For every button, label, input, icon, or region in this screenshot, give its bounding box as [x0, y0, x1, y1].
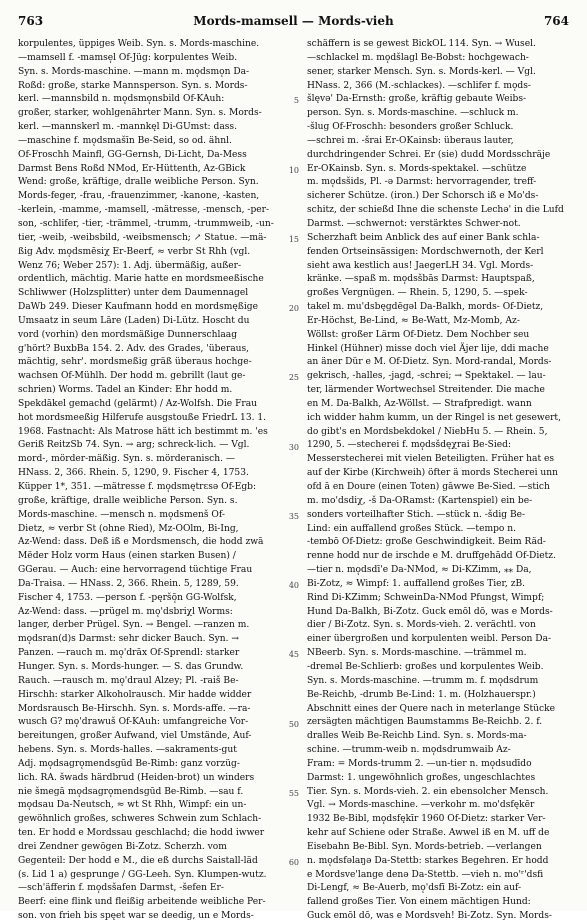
- text-line: Guck emōl dō, was e Mordsveh! Bi-Zotz. Syn. Mords-: [307, 911, 552, 922]
- text-line: son, -schlifer, -tier, -trämmel, -trumm, -trummweib, -un-: [18, 218, 274, 229]
- text-line: Be-Reichb, -drumb Be-Lind: 1. m. (Holzhauerspr.): [307, 689, 536, 700]
- text-line: renne hodd nur de irschde e M. druffgehādd Of-Dietz.: [307, 551, 556, 562]
- text-line: Vgl. → Mords-maschine. —verkohr m. mo'dsfękēr: [307, 800, 535, 811]
- text-line: sicherer Schütze. (iron.) Der Schorsch iß e Mo'ds-: [307, 191, 539, 202]
- text-line: do gibt's en Mordsbekdokel / NiebHu 5. — Rhein. 5,: [307, 426, 548, 437]
- text-line: 1932 Be-Bibl, mo̜dsfękīr 1960 Of-Dietz: starker Ver-: [307, 814, 546, 825]
- line-number: 50: [288, 719, 299, 729]
- text-line: Mords-maschine. —mensch n. mo̜dsmenš Of-: [18, 509, 225, 520]
- text-line: NBeerb. Syn. s. Mords-maschine. —trämmel m.: [307, 648, 527, 659]
- line-number: 10: [288, 165, 299, 175]
- text-line: Fischer 4, 1753. —person f. -pęršō̜n GG-Wolfsk,: [18, 592, 237, 603]
- text-line: Tier. Syn. s. Mords-vieh. 2. ein ebensolcher Mensch.: [307, 786, 549, 797]
- text-line: drei Zendner gewōgen Bi-Zotz. Scherzh. vom: [18, 841, 227, 852]
- line-number: 25: [288, 373, 299, 383]
- text-line: schine. —trumm-weib n. mo̜dsdrumwaib Az-: [307, 745, 511, 756]
- text-line: Abschnitt eines der Quere nach in meterlange Stücke: [307, 703, 555, 714]
- line-number: 5: [293, 96, 299, 106]
- right-page-number: 764: [543, 14, 569, 28]
- text-line: durchdringender Schrei. Er (sie) dudd Mordsschräje: [307, 149, 551, 160]
- text-line: 1968. Fastnacht: Als Matrose hätt ich bestimmt m. 'es: [18, 426, 268, 437]
- text-line: an äner Dür e M. Of-Dietz. Syn. Mord-randal, Mords-: [307, 357, 552, 368]
- text-line: —schlackel m. mo̜dšlagl Be-Bobst: hochgewach-: [307, 52, 529, 63]
- text-line: (s. Lid 1 a) gesprunge / GG-Leeh. Syn. Klumpen-wutz.: [18, 869, 267, 880]
- text-line: sieht awa kestlich aus! JaegerLH 34. Vgl. Mords-: [307, 260, 534, 271]
- text-line: GGerau. — Auch: eine hervorragend tüchtige Frau: [18, 565, 253, 576]
- text-line: Di-Lengf, ≈ Be-Auerb, mo̜'dsfī Bi-Zotz: ein auf-: [307, 883, 522, 894]
- text-line: —tier n. mo̜dsdī'e Da-NMod, ≈ Di-KZimm, ⁎⁎ Da,: [307, 565, 532, 576]
- text-line: 1290, 5. —stecherei f. mo̜dsšdęχrai Be-Sied:: [307, 440, 512, 451]
- line-number: 55: [288, 788, 299, 798]
- text-line: kerl. —mannskerl m. -mannkęl Di-GUmst: dass.: [18, 122, 237, 133]
- text-line: Bi-Zotz, ≈ Wimpf: 1. auffallend großes Tier, zB.: [307, 578, 526, 589]
- text-line: Hund Da-Balkh, Bi-Zotz. Guck emōl dō, was e Mords-: [307, 606, 553, 617]
- text-line: mächtig, sehr'. mordsmeßig gräß überaus hochge-: [18, 357, 252, 368]
- text-line: vord (vorhin) den mordsmäßige Dunnerschlaag: [18, 329, 238, 340]
- text-line: Hinkel (Hühner) misse doch viel Äjer lije, ddi mache: [307, 343, 549, 354]
- text-line: Darmst Bens Roßd NMod, Er-Hüttenth, Az-GBick: [18, 163, 246, 174]
- running-title: Mords-mamsell — Mords-vieh: [193, 14, 394, 28]
- text-line: m. mo̜dsšids, Pl. -ə Darmst: hervorragender, treff-: [307, 177, 537, 188]
- text-line: Fram: = Mords-trumm 2. —un-tier n. mo̜dsudīdo: [307, 758, 532, 769]
- text-line: Rauch. —rausch m. mo̜'draul Alzey; Pl. -raiš Be-: [18, 675, 239, 686]
- left-text-column: [18, 38, 274, 922]
- text-line: Az-Wend: dass. Deß iß e Mordsmensch, die hodd zwā: [18, 537, 264, 548]
- text-line: HNass. 2, 366. Rhein. 5, 1290, 9. Fischer 4, 1753.: [18, 468, 249, 479]
- text-line: en M. Da-Balkh, Az-Wöllst. — Strafpredigt. wann: [307, 398, 532, 409]
- text-line: Roßd: große, starke Mannsperson. Syn. s. Mords-: [18, 80, 248, 91]
- text-line: —sch'äfferin f. mo̜dsšafen Darmst, -šefen Er-: [18, 883, 224, 894]
- text-line: Umsaatz in seum Lāre (Laden) Di-Lütz. Hoscht du: [18, 315, 250, 326]
- text-line: Mords-feger, -frau, -frauenzimmer, -kanone, -kasten,: [18, 191, 260, 202]
- text-line: langer, derber Prügel. Syn. → Bengel. —ranzen m.: [18, 620, 250, 631]
- text-line: Beerf: eine flink und fleißig arbeitende weibliche Per-: [18, 897, 266, 908]
- text-line: ich widder hahm kumm, un der Ringel is net gesewert,: [307, 412, 561, 423]
- text-line: Schliwwer (Holzsplitter) unter dem Daumennagel: [18, 288, 249, 299]
- right-text-column: [307, 38, 569, 922]
- text-line: Geriß ReitzSb 74. Syn. → arg; schreck-lich. — Vgl.: [18, 440, 250, 451]
- text-line: Wend: große, kräftige, dralle weibliche Person. Syn.: [18, 177, 259, 188]
- text-line: ofd ā en Doure (einen Toten) gāwwe Be-Sied. —stich: [307, 482, 550, 492]
- text-line: Er-OKainsb. Syn. s. Mords-spektakel. —schütze: [307, 163, 527, 174]
- text-line: Panzen. —rauch m. mo̜'drāx Of-Sprendl: starker: [18, 648, 240, 659]
- text-line: fallend großes Tier. Von einem mächtigen Hund:: [307, 897, 531, 908]
- text-line: schäffern is se gewest BickOL 114. Syn. → Wusel.: [307, 39, 536, 49]
- line-number: 30: [288, 442, 299, 452]
- line-number: 15: [288, 234, 299, 244]
- text-line: sonders vorteilhafter Stich. —stück n. -šdig Be-: [307, 509, 526, 520]
- line-number: 20: [288, 304, 299, 314]
- text-line: hot mordsmeeßig Hilferufe ausgstouße FriedrL 13. 1.: [18, 412, 267, 423]
- text-line: hebens. Syn. s. Mords-halles. —sakraments-gut: [18, 745, 237, 756]
- text-line: gekrisch, -halles, -jagd, -schrei; → Spektakel. — lau-: [307, 371, 546, 382]
- page-header: [18, 14, 569, 30]
- line-number: 60: [288, 858, 299, 868]
- text-line: kehr auf Schiene oder Straße. Awwel iß en M. uff de: [307, 828, 550, 839]
- text-line: gewöhnlich großes, schweres Schwein zum Schlach-: [18, 814, 262, 825]
- text-line: fenden Ortseinsässigen: Mordschwernoth, der Kerl: [307, 246, 544, 257]
- text-line: nie šmegā mo̜dsagro̜mendsgūd Be-Rimb. —sau f.: [18, 786, 244, 797]
- text-line: Wenz 76; Weber 257): 1. Adj. übermäßig, außer-: [18, 260, 242, 271]
- text-line: HNass. 2, 366 (M.-schlackes). —schlifer f. mo̜ds-: [307, 80, 531, 91]
- line-number: 40: [288, 581, 299, 591]
- text-line: Darmst: 1. ungewöhnlich großes, ungeschlachtes: [307, 772, 536, 783]
- text-line: dralles Weib Be-Reichb Lind. Syn. s. Mords-ma-: [307, 731, 527, 742]
- text-line: korpulentes, üppiges Weib. Syn. s. Mords-maschine.: [18, 39, 260, 49]
- text-line: auf der Kirbe (Kirchweih) öfter ä mords Stecherei unn: [307, 468, 558, 479]
- text-line: Messerstecherei mit vielen Beteiligten. Früher hat es: [307, 454, 555, 465]
- text-line: Küpper 1*, 351. —mätresse f. mo̜dsmętrɛsə Of-Egb:: [18, 482, 257, 492]
- text-line: takel m. mu'dsbęgdēgəl Da-Balkh, mords- Of-Dietz,: [307, 302, 544, 313]
- text-line: -kerlein, -mamme, -mamsell, -mätresse, -mensch, -per-: [18, 205, 270, 216]
- text-line: son. von frieh bis spęet war se deedig, un e Mords-: [18, 911, 254, 922]
- text-line: mo̜dsau Da-Neutsch, ≈ wt St Rhh, Wimpf: ein un-: [18, 800, 247, 811]
- line-number: 45: [288, 650, 299, 660]
- text-line: DaWb 249. Dieser Kaufmann hodd en mordsmęßige: [18, 302, 258, 313]
- text-line: kränke. —spaß m. mo̜dsšbās Darmst: Hauptspaß,: [307, 274, 535, 285]
- text-line: mord-, mörder-mäßig. Syn. s. mörderanisch. —: [18, 454, 235, 465]
- text-line: Dietz, ≈ verbr St (ohne Ried), Mz-OOlm, Bi-Ing,: [18, 523, 239, 534]
- text-line: Rind Di-KZimm; SchweinDa-NMod Pfungst, Wimpf;: [307, 592, 545, 603]
- text-line: mo̜dsran(d)s Darmst: sehr dicker Bauch. Syn. →: [18, 634, 240, 645]
- text-line: —maschine f. mo̜dsmašīn Be-Seid, so od. ähnl.: [18, 135, 232, 146]
- text-line: -tembō Of-Dietz: große Geschwindigkeit. Beim Räd-: [307, 537, 546, 548]
- text-line: -dremǝl Be-Schlierb: großes und korpulentes Weib.: [307, 661, 544, 672]
- text-line: Syn. s. Mords-maschine. —trumm m. f. mo̜dsdrum: [307, 675, 539, 686]
- text-line: schitz, der schießd Ihne die schenste Lechə' in die Lufd: [307, 205, 564, 216]
- text-line: g'hört? BuxbBa 154. 2. Adv. des Grades, 'überaus,: [18, 343, 250, 354]
- text-line: große, kräftige, dralle weibliche Person. Syn. s.: [18, 495, 238, 506]
- text-line: m. mo'dsdiχ, -š Da-ORamst: (Kartenspiel) ein be-: [307, 495, 533, 506]
- text-line: Mordsrausch Be-Hirschh. Syn. s. Mords-affe. —ra-: [18, 703, 251, 714]
- text-line: šlęvə' Da-Ernsth: große, kräftig gebaute Weibs-: [307, 94, 527, 105]
- text-line: bereitungen, großer Aufwand, viel Umstände, Auf-: [18, 731, 252, 742]
- text-line: Da-Traisa. — HNass. 2, 366. Rhein. 5, 1289, 59.: [18, 578, 239, 589]
- text-line: Darmst. —schwernot: verstärktes Schwer-not.: [307, 218, 521, 229]
- text-line: kerl. —mannsbild n. mo̜dsmo̜nsbild Of-KAuh:: [18, 94, 225, 105]
- text-line: —schrei m. -šrai Er-OKainsb: überaus lauter,: [307, 135, 514, 146]
- text-line: person. Syn. s. Mords-maschine. —schluck m.: [307, 108, 519, 119]
- text-line: wachsen Of-Mühlh. Der hodd m. gebrillt (laut ge-: [18, 371, 246, 382]
- text-line: Hunger. Syn. s. Mords-hunger. — S. das Grundw.: [18, 661, 244, 672]
- text-line: tier, -weib, -weibsbild, -weibsmensch; ↗ Statue. —mä-: [18, 232, 267, 243]
- text-line: Gegenteil: Der hodd e M., die eß durchs Saistall-läd: [18, 855, 258, 866]
- text-line: ßig Adv. mo̜dsmēsiχ Er-Beerf, ≈ verbr St Rhh (vgl.: [18, 246, 251, 257]
- line-number-gutter: [283, 38, 299, 896]
- left-page-number: 763: [18, 14, 44, 28]
- text-line: —mamsell f. -mamse̜l Of-Jüg: korpulentes Weib.: [18, 52, 238, 63]
- text-line: großer, starker, wohlgenährter Mann. Syn. s. Mords-: [18, 108, 262, 119]
- text-line: e Mordsve'lange denǝ Da-Stettb. —vieh n. mo'ʳ'dsfi: [307, 869, 544, 880]
- text-line: sener, starker Mensch. Syn. s. Mords-kerl. — Vgl.: [307, 66, 536, 77]
- text-line: Wöllst: großer Lärm Of-Dietz. Dem Nochber seu: [307, 329, 530, 340]
- text-line: Spekdākel gemachd (gelärmt) / Az-Wolfsh. Die Frau: [18, 398, 258, 409]
- text-line: Lind: ein auffallend großes Stück. —tempo n.: [307, 523, 517, 534]
- text-line: Syn. s. Mords-maschine. —mann m. mo̜dsmo̜n Da-: [18, 66, 250, 77]
- text-line: ten. Er hodd e Mordssau geschlachd; die hodd iwwer: [18, 828, 265, 839]
- text-line: Hirschh: starker Alkoholrausch. Mir hadde widder: [18, 689, 252, 700]
- text-line: ter, lärmender Wortwechsel Streitender. Die mache: [307, 385, 545, 396]
- text-line: großes Vergnügen. — Rhein. 5, 1290, 5. —spek-: [307, 288, 528, 299]
- text-line: n. mo̜dsfǝlaŋǝ Da-Stettb: starkes Begehren. Er hodd: [307, 855, 549, 866]
- line-number: 35: [288, 511, 299, 521]
- text-line: Adj. mo̜dsagro̜mendsgūd Be-Rimb: ganz vorzüg-: [18, 758, 240, 769]
- text-line: Of-Froschh Mainfl, GG-Gernsh, Di-Licht, Da-Mess: [18, 149, 247, 160]
- text-line: -šlug Of-Froschh: besonders großer Schluck.: [307, 122, 514, 133]
- text-line: Mëder Holz vorm Haus (einen starken Busen) /: [18, 551, 236, 562]
- text-line: schrien) Worms. Tadel an Kinder: Ehr hodd m.: [18, 385, 233, 396]
- text-line: dier / Bi-Zotz. Syn. s. Mords-vieh. 2. verächtl. von: [307, 620, 536, 631]
- text-line: zersägten mächtigen Baumstamms Be-Reichb. 2. f.: [307, 717, 543, 728]
- text-line: lich. RA. šwads härdbrud (Heiden-brot) un winders: [18, 772, 255, 783]
- text-line: ordentlich, mächtig. Marie hatte en mordsmeeßische: [18, 274, 264, 285]
- text-line: Az-Wend: dass. —prügel m. mo̜'dsbriχl Worms:: [18, 606, 233, 617]
- text-line: Scherzhaft beim Anblick des auf einer Bank schla-: [307, 232, 540, 243]
- text-line: Er-Höchst, Be-Lind, ≈ Be-Watt, Mz-Momb, Az-: [307, 315, 520, 326]
- text-line: wusch G? mo̜'drawuš Of-KAuh: umfangreiche Vor-: [18, 717, 249, 728]
- text-line: einer übergroßen und korpulenten weibl. Person Da-: [307, 634, 552, 645]
- text-line: Eisebahn Be-Bibl. Syn. Mords-betrieb. —verlangen: [307, 841, 542, 852]
